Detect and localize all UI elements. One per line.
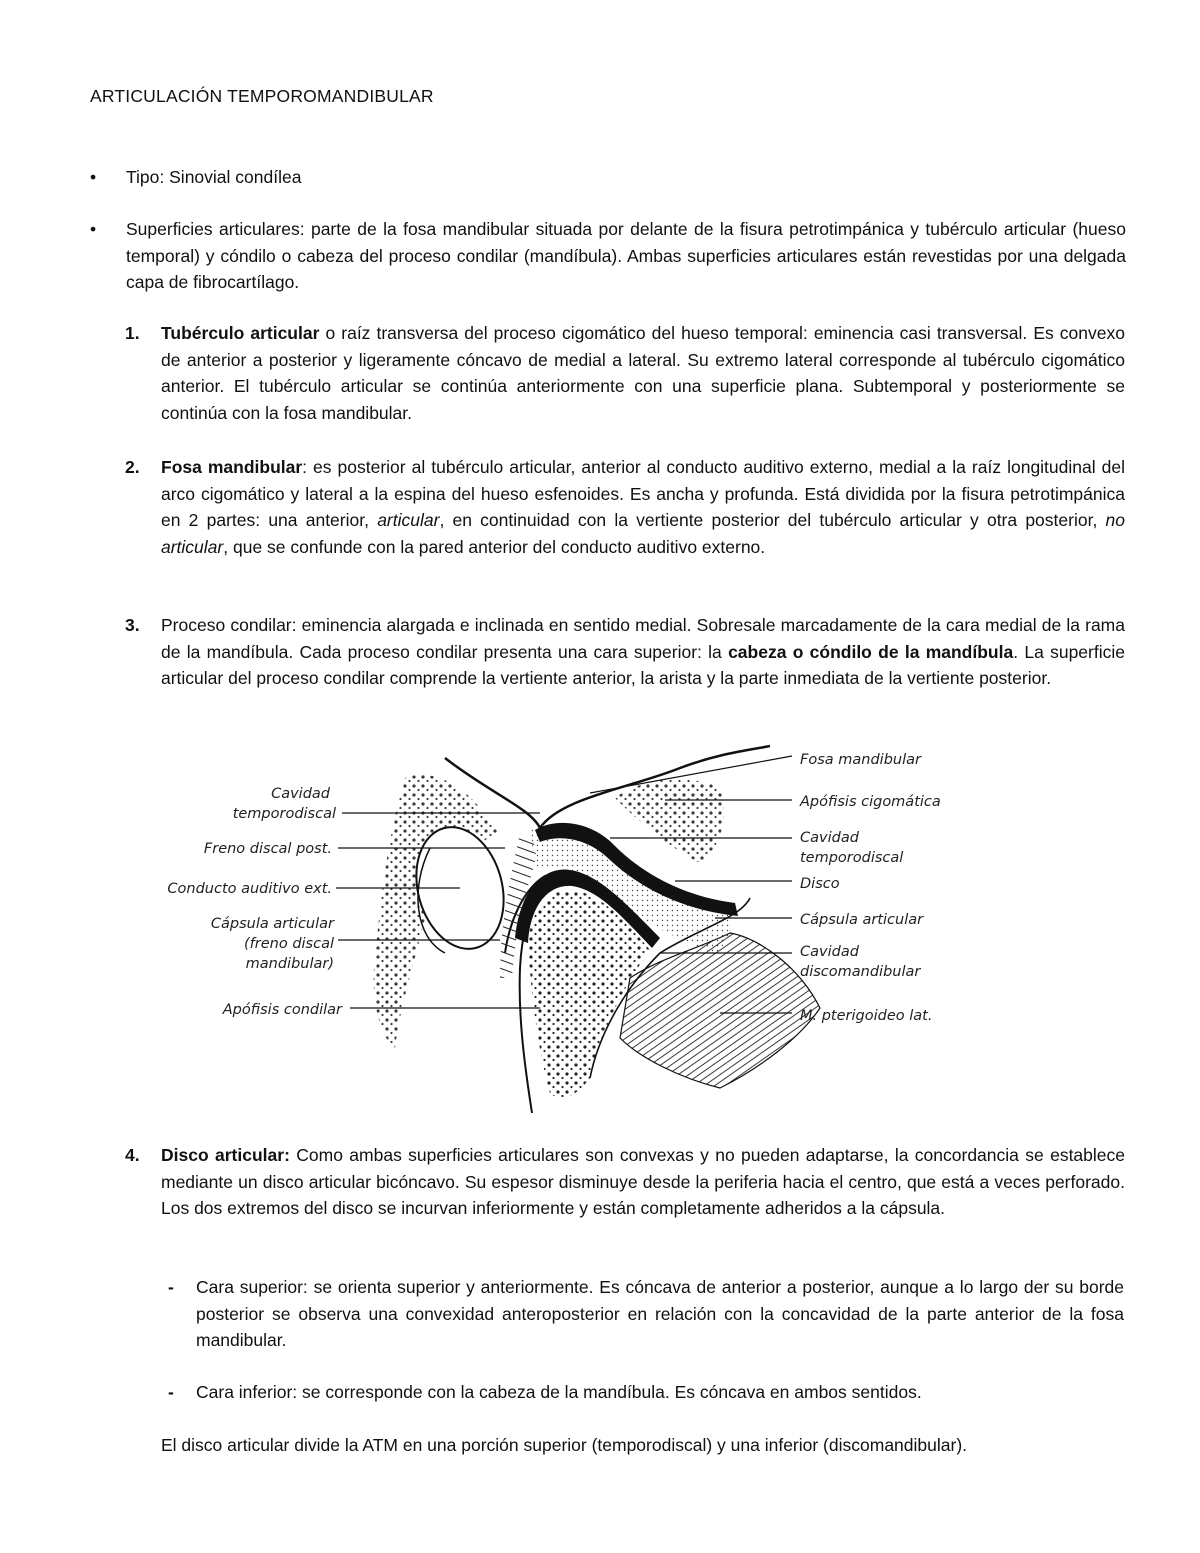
figure-label: temporodiscal xyxy=(232,806,336,822)
item-number: 3. xyxy=(125,615,140,635)
item-body: : eminencia alargada e inclinada en sentido medial. Sobresale marcadamente de la cara medial de la rama de la mandíbula. Cada proceso condilar presenta una cara superior: la xyxy=(161,615,1125,662)
item-text xyxy=(161,612,1125,692)
item-body: , en continuidad con la vertiente posterior del tubérculo articular y otra posterior, xyxy=(439,510,1106,530)
item-number: 4. xyxy=(125,1145,140,1165)
figure-label: mandibular) xyxy=(245,956,334,972)
bullet-label: Superficies articulares: xyxy=(126,219,305,239)
bullet-text xyxy=(126,164,1126,191)
dash-marker: - xyxy=(168,1277,174,1297)
sub-item-text: Cara superior: se orienta superior y anteriormente. Es cóncava de anterior a posterior, aunque a lo largo der su borde posterior se observa una convexidad anteroposterior en relación con la concavidad de la parte anterior de la fosa mandibular. xyxy=(196,1277,1124,1350)
figure-label: Apófisis cigomática xyxy=(800,794,941,810)
item-number: 1. xyxy=(125,323,140,343)
item-body: o raíz transversa del proceso cigomático del hueso temporal: eminencia casi transversal. Es convexo de anterior a posterior y ligeramente cóncavo de medial a lateral. Su extremo lateral corresponde al tubérculo cigomático anterior. El tubérculo articular se continúa anteriormente con una superficie plana. Subtemporal y posteriormente se continúa con la fosa mandibular. xyxy=(161,323,1125,423)
item-emphasis: cabeza o cóndilo de la mandíbula xyxy=(728,641,1014,662)
pterygoid-muscle-shape xyxy=(620,933,820,1088)
item-number: 2. xyxy=(125,457,140,477)
bullet-marker: • xyxy=(90,167,97,187)
item-body: : es posterior al tubérculo articular, anterior al conducto auditivo externo, medial a la raíz longitudinal del arco cigomático y lateral a la espina del hueso esfenoides. Es ancha y profunda. Está dividida por la fisura petrotimpánica en 2 partes: una anterior, xyxy=(161,457,1125,530)
figure-label: Apófisis condilar xyxy=(222,1002,342,1018)
figure-label: Disco xyxy=(800,876,840,892)
item-term: Disco articular: xyxy=(161,1145,290,1165)
sub-item-text: Cara inferior: se corresponde con la cabeza de la mandíbula. Es cóncava en ambos sentidos. xyxy=(196,1382,922,1402)
item-body: , que se confunde con la pared anterior del conducto auditivo externo. xyxy=(223,536,766,557)
dash-marker: - xyxy=(168,1382,174,1402)
figure-label: (freno discal xyxy=(244,936,334,952)
item-text xyxy=(161,320,1125,426)
item-term: Tubérculo articular xyxy=(161,323,320,343)
figure-label: discomandibular xyxy=(800,964,921,980)
bullet-label: Tipo: xyxy=(126,167,165,187)
item-text xyxy=(161,454,1125,560)
figure-label: Cápsula articular xyxy=(210,916,334,932)
closing-paragraph: El disco articular divide la ATM en una porción superior (temporodiscal) y una inferior (discomandibular). xyxy=(161,1435,968,1455)
item-emphasis: articular xyxy=(377,510,440,530)
page-title: ARTICULACIÓN TEMPOROMANDIBULAR xyxy=(90,86,434,106)
figure-label: Fosa mandibular xyxy=(800,752,921,768)
bullet-body: parte de la fosa mandibular situada por delante de la fisura petrotimpánica y tubérculo articular (hueso temporal) y cóndilo o cabeza del proceso condilar (mandíbula). Ambas superficies articulares están revestidas por una delgada capa de fibrocartílago. xyxy=(126,219,1126,292)
tmj-diagram xyxy=(160,738,960,1118)
bullet-body: Sinovial condílea xyxy=(164,167,302,187)
figure-label: Cavidad xyxy=(800,944,859,960)
item-body: Como ambas superficies articulares son convexas y no pueden adaptarse, la concordancia se establece mediante un disco articular bicóncavo. Su espesor disminuye desde la periferia hacia el centro, que está a veces perforado. Los dos extremos del disco se incurvan inferiormente y están completamente adheridos a la cápsula. xyxy=(161,1145,1126,1218)
zygomatic-bone-shape xyxy=(615,779,724,863)
item-term: Fosa mandibular xyxy=(161,457,303,477)
figure-label: temporodiscal xyxy=(800,850,904,866)
item-emphasis: no articular xyxy=(161,510,1125,557)
item-body: . La superficie articular del proceso condilar comprende la vertiente anterior, la arista y la parte inmediata de la vertiente posterior. xyxy=(161,641,1125,688)
figure-label: Freno discal post. xyxy=(203,841,332,857)
bullet-text xyxy=(126,216,1126,296)
figure-label: Cavidad xyxy=(800,830,859,846)
figure-label: Cápsula articular xyxy=(800,912,924,928)
figure-label: Cavidad xyxy=(271,786,330,802)
figure-label: M. pterigoideo lat. xyxy=(800,1008,933,1024)
item-term: Proceso condilar xyxy=(161,615,292,635)
item-text xyxy=(161,1142,1125,1222)
figure-label: Conducto auditivo ext. xyxy=(167,881,332,897)
bullet-marker: • xyxy=(90,219,97,239)
